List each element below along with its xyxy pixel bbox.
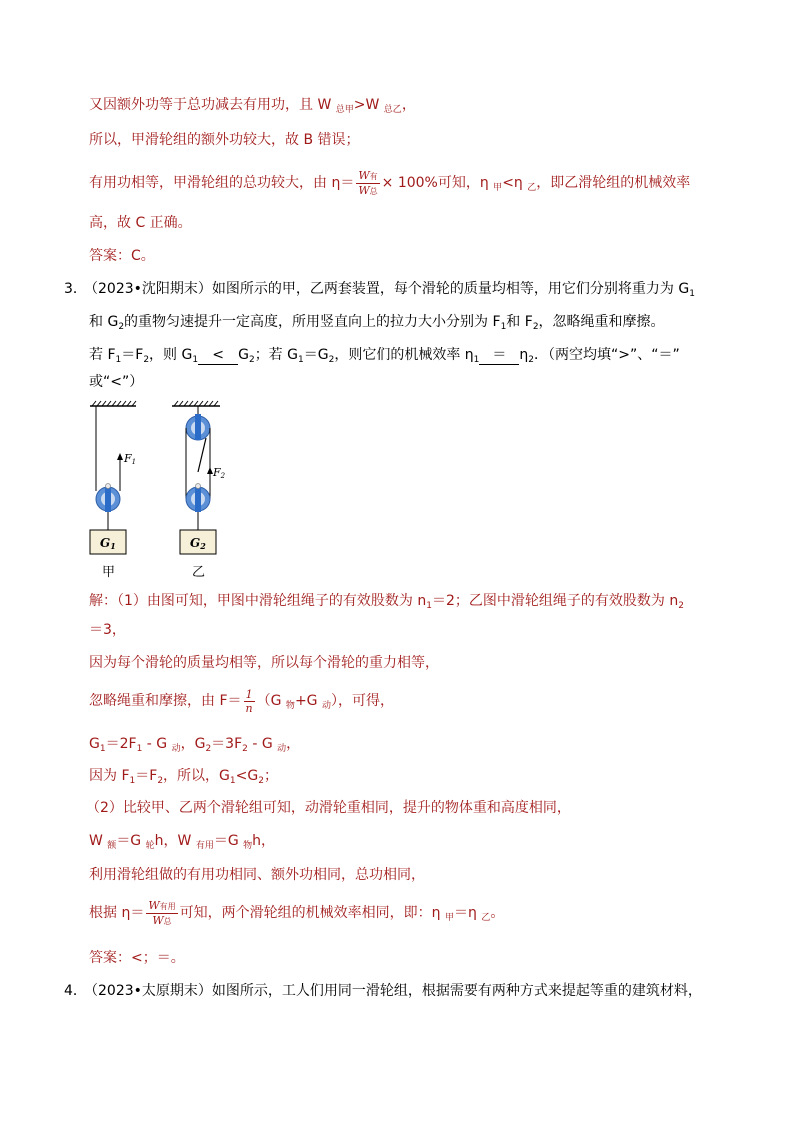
answer-line: 答案：<；＝。 [89,950,185,966]
solution-line: ＝3， [89,622,126,638]
solution-line: 所以，甲滑轮组的额外功较大，故 B 错误； [89,132,360,148]
right-weight-label: G2 [190,536,206,551]
solution-line: 忽略绳重和摩擦，由 F＝ $\frac{1}{n}$ （G $_物$+G $_动$），可得， [89,687,394,715]
right-caption: 乙 [192,565,206,580]
question-number: 3． [64,281,87,297]
solution-line: 根据 η＝ $\frac{\text{W有用}}{\text{W总}}$ 可知，两个滑轮组的机械效率相同，即：η $_甲$＝η $_乙$。 [89,898,505,927]
solution-line: （2）比较甲、乙两个滑轮组可知，动滑轮重相同，提升的物体重和高度相同， [86,800,571,816]
solution-line: 解：（1）由图可知，甲图中滑轮组绳子的有效股数为 $n_1=2$；乙图中滑轮组绳子的有效股数为 $n_2$ [89,593,684,611]
answer-line: 答案：C。 [89,248,155,264]
solution-line: 高，故 C 正确。 [89,215,192,231]
fraction: $\frac{\text{W有用}}{\text{W总}}$ [148,898,176,927]
pulley-figure [86,396,236,581]
solution-line: 利用滑轮组做的有用功相同、额外功相同，总功相同， [89,867,425,883]
right-ceiling [172,401,220,406]
answer-blank: < [198,346,238,365]
left-ceiling [90,401,136,406]
question-line: 若 $F_1=F_2$，则 $G_1 < G_2$；若 $G_1=G_2$，则它们的机械效率 $\eta_1 = \eta_2$．（两空均填“>”、“＝” [89,347,680,365]
solution-line: $G_1=2F_1 - G$ $_动$，$G_2=3F_2 - G$ $_动$， [89,736,301,754]
left-pulley-system [90,406,126,554]
question-line: 和 $G_2$的重物匀速提升一定高度，所用竖直向上的拉力大小分别为 $F_1$和 $F_2$，忽略绳重和摩擦。 [89,314,665,332]
right-force-label: F2 [213,466,226,480]
fraction: $\frac{\text{W有}}{\text{W总}}$ [358,168,378,197]
question-line: （2023•沈阳期末）如图所示的甲，乙两套装置，每个滑轮的质量均相等，用它们分别将重力为 $G_1$ [84,281,695,299]
fraction: $\frac{1}{n}$ [245,687,253,715]
question-line: （2023•太原期末）如图所示，工人们用同一滑轮组，根据需要有两种方式来提起等重的建筑材料， [84,983,702,999]
left-force-label: F1 [124,452,137,466]
question-number: 4． [64,983,87,999]
solution-line: 有用功相等，甲滑轮组的总功较大，由 η＝ $\frac{\text{W有}}{\text{W总}}$ × 100%可知，η $_甲$<η $_乙$，即乙滑轮组的机械效率 [89,168,691,197]
left-weight-label: G1 [100,536,116,551]
solution-line: 又因额外功等于总功减去有用功，且 W $_{总甲}$>W $_{总乙}$， [89,97,416,115]
right-pulley-system [180,406,216,554]
solution-line: 因为每个滑轮的质量均相等，所以每个滑轮的重力相等， [89,655,439,671]
left-caption: 甲 [102,565,116,580]
answer-blank: ＝ [479,346,519,365]
solution-line: 因为 $F_1=F_2$，所以，$G_1<G_2$； [89,768,278,786]
solution-line: W $_额$＝G $_轮$h，W $_{有用}$＝G $_物$h， [89,833,276,851]
question-line: 或“<”） [89,374,144,390]
